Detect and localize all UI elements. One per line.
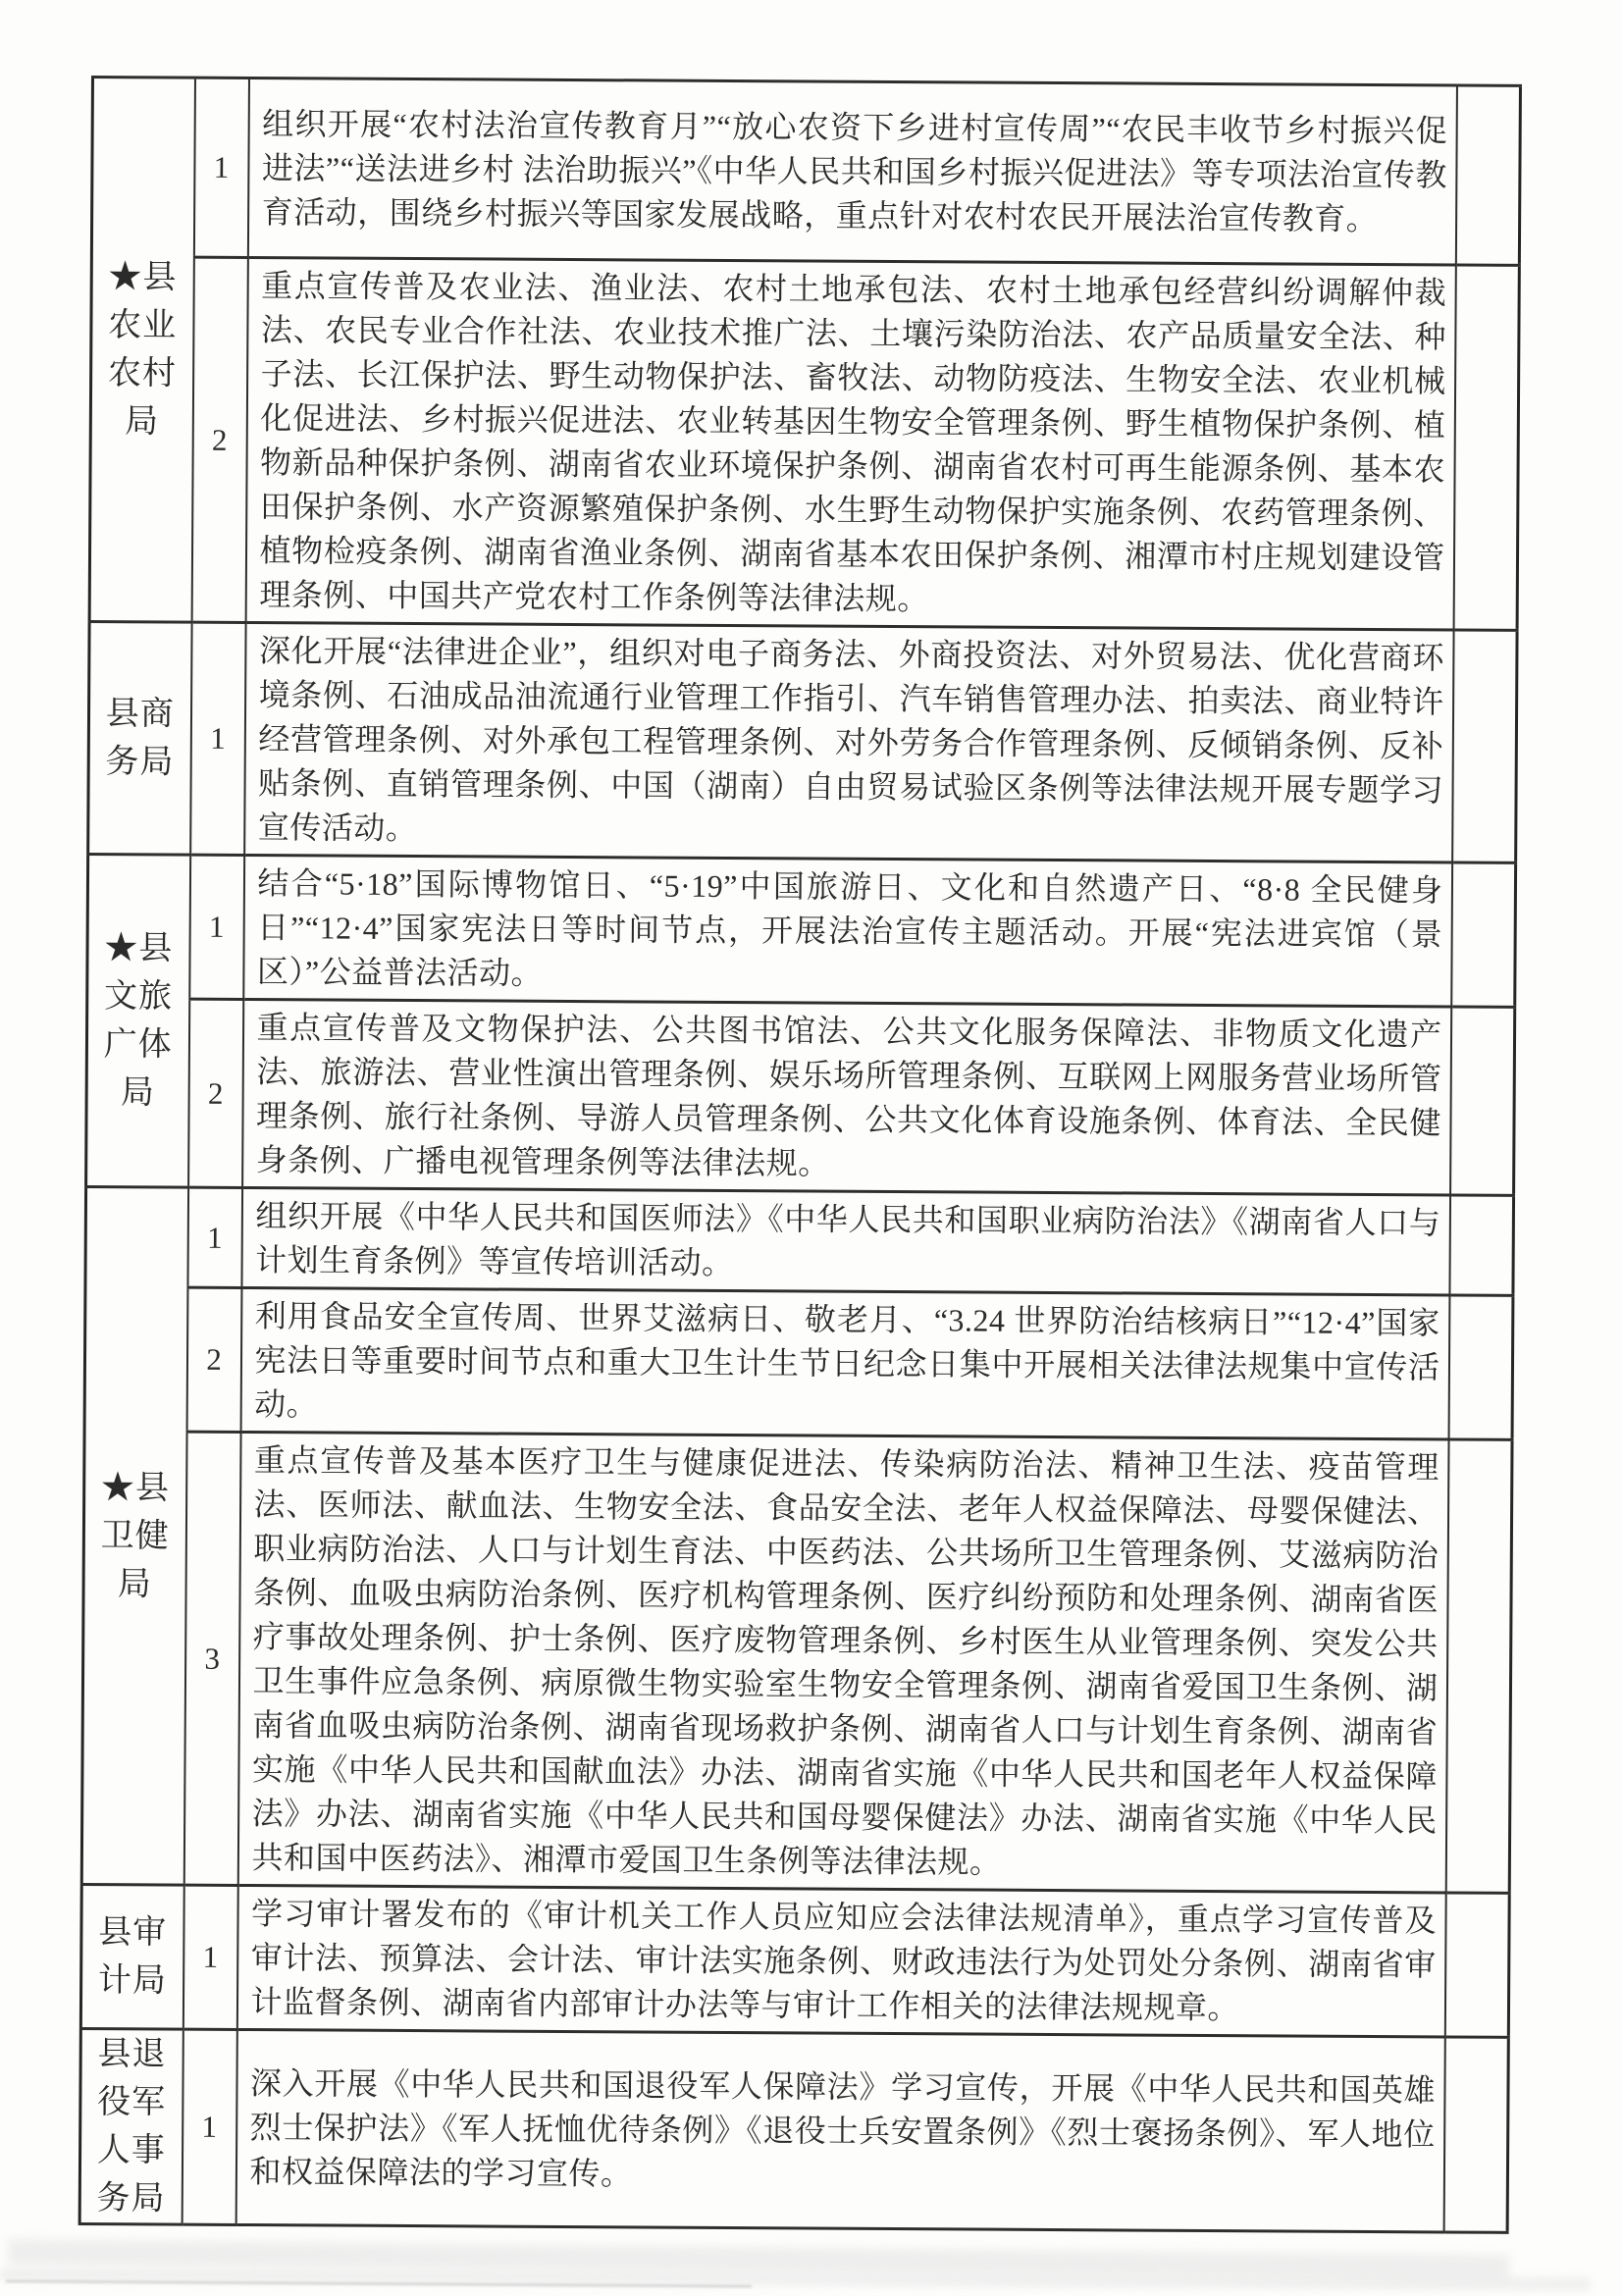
table-sheet: [79, 76, 1519, 2234]
spare-cell: [1455, 85, 1520, 265]
table-row: [91, 78, 1520, 266]
item-number-cell: 2: [188, 999, 243, 1187]
item-number-cell: 1: [190, 622, 245, 855]
item-number-cell: 2: [191, 257, 247, 622]
table-row: [85, 1186, 1514, 1295]
table-row: [89, 257, 1519, 631]
item-text-cell: 组织开展《中华人民共和国医师法》《中华人民共和国职业病防治法》《湖南省人口与计划生育条例》等宣传培训活动。: [241, 1187, 1450, 1295]
item-text-cell: 重点宣传普及农业法、渔业法、农村土地承包法、农村土地承包经营纠纷调解仲裁法、农民专业合作社法、农业技术推广法、土壤污染防治法、农产品质量安全法、种子法、长江保护法、野生动物保护法、畜牧法、动物防疫法、生物安全法、农业机械化促进法、乡村振兴促进法、农业转基因生物安全管理条例、野生植物保护条例、植物新品种保护条例、湖南省农业环境保护条例、湖南省农村可再生能源条例、基本农田保护条例、水产资源繁殖保护条例、水生野生动物保护实施条例、农药管理条例、植物检疫条例、湖南省渔业条例、湖南省基本农田保护条例、湘潭市村庄规划建设管理条例、中国共产党农村工作条例等法律法规。: [245, 257, 1455, 630]
dept-cell: 县退役军人事务局: [79, 2028, 183, 2224]
spare-cell: [1453, 265, 1519, 630]
item-text-cell: 结合“5·18”国际博物馆日、“5·19”中国旅游日、文化和自然遗产日、“8·8 全民健身日”“12·4”国家宪法日等时间节点，开展法治宣传主题活动。开展“宪法进宾馆（景区）”公益普法活动。: [243, 855, 1452, 1007]
item-text-cell: 重点宣传普及文物保护法、公共图书馆法、公共文化服务保障法、非物质文化遗产法、旅游法、营业性演出管理条例、娱乐场所管理条例、互联网上网服务营业场所管理条例、旅行社条例、导游人员管理条例、公共文化体育设施条例、体育法、全民健身条例、广播电视管理条例等法律法规。: [242, 999, 1451, 1195]
dept-cell: ★县卫健局: [81, 1186, 187, 1885]
spare-cell: [1449, 1195, 1514, 1295]
spare-cell: [1448, 1295, 1513, 1439]
table-row: [86, 998, 1515, 1195]
scan-artifact: [8, 2239, 1509, 2280]
scan-artifact: [0, 2268, 1590, 2291]
table-row: [80, 1884, 1509, 2037]
spare-cell: [1451, 862, 1516, 1007]
table-row: [87, 854, 1516, 1007]
item-number-cell: 1: [189, 855, 244, 999]
item-text-cell: 重点宣传普及基本医疗卫生与健康促进法、传染病防治法、精神卫生法、疫苗管理法、医师法、献血法、生物安全法、食品安全法、老年人权益保障法、母婴保健法、职业病防治法、人口与计划生育法、中医药法、公共场所卫生管理条例、艾滋病防治条例、血吸虫病防治条例、医疗机构管理条例、医疗纠纷预防和处理条例、湖南省医疗事故处理条例、护士条例、医疗废物管理条例、乡村医生从业管理条例、突发公共卫生事件应急条例、病原微生物实验室生物安全管理条例、湖南省爱国卫生条例、湖南省血吸虫病防治条例、湖南省现场救护条例、湖南省人口与计划生育条例、湖南省实施《中华人民共和国献血法》办法、湖南省实施《中华人民共和国老年人权益保障法》办法、湖南省实施《中华人民共和国母婴保健法》办法、湖南省实施《中华人民共和国中医药法》、湘潭市爱国卫生条例等法律法规。: [237, 1432, 1448, 1893]
spare-cell: [1443, 2037, 1508, 2232]
spare-cell: [1444, 1893, 1509, 2037]
item-text-cell: 深入开展《中华人民共和国退役军人保障法》学习宣传，开展《中华人民共和国英雄烈士保护法》《军人抚恤优待条例》《退役士兵安置条例》《烈士褒扬条例》、军人地位和权益保障法的学习宣传。: [236, 2029, 1444, 2232]
scan-artifact: [6, 2279, 752, 2287]
spare-cell: [1450, 1007, 1515, 1195]
item-number-cell: 1: [187, 1187, 242, 1287]
table-row: [84, 1286, 1513, 1439]
item-number-cell: 2: [186, 1287, 241, 1432]
legal-publicity-table: [79, 76, 1522, 2234]
table-row: [81, 1431, 1512, 1893]
dept-cell: 县商务局: [88, 621, 191, 855]
item-text-cell: 利用食品安全宣传周、世界艾滋病日、敬老月、“3.24 世界防治结核病日”“12·4”国家宪法日等重要时间节点和重大卫生计生节日纪念日集中开展相关法律法规集中宣传活动。: [240, 1287, 1449, 1439]
item-number-cell: 1: [182, 2029, 236, 2224]
dept-cell: ★县文旅广体局: [86, 854, 190, 1187]
table-row: [79, 2028, 1508, 2232]
item-text-cell: 深化开展“法律进企业”，组织对电子商务法、外商投资法、对外贸易法、优化营商环境条例、石油成品油流通行业管理工作指引、汽车销售管理办法、拍卖法、商业特许经营管理条例、对外承包工程管理条例、对外劳务合作管理条例、反倾销条例、反补贴条例、直销管理条例、中国（湖南）自由贸易试验区条例等法律法规开展专题学习宣传活动。: [244, 622, 1453, 862]
item-number-cell: 3: [183, 1432, 240, 1885]
spare-cell: [1445, 1439, 1512, 1893]
item-text-cell: 学习审计署发布的《审计机关工作人员应知应会法律法规清单》，重点学习宣传普及审计法、预算法、会计法、审计法实施条例、财政违法行为处罚处分条例、湖南省审计监督条例、湖南省内部审计办法等与审计工作相关的法律法规规章。: [236, 1885, 1445, 2037]
item-number-cell: 1: [183, 1885, 237, 2029]
spare-cell: [1452, 630, 1517, 862]
dept-cell: ★县农业农村局: [89, 78, 194, 623]
table-row: [88, 621, 1517, 862]
item-number-cell: 1: [193, 78, 248, 257]
dept-cell: 县审计局: [80, 1884, 183, 2029]
item-text-cell: 组织开展“农村法治宣传教育月”“放心农资下乡进村宣传周”“农民丰收节乡村振兴促进法”“送法进乡村 法治助振兴”《中华人民共和国乡村振兴促进法》等专项法治宣传教育活动，围绕乡村振兴等国家发展战略，重点针对农村农民开展法治宣传教育。: [247, 78, 1456, 265]
